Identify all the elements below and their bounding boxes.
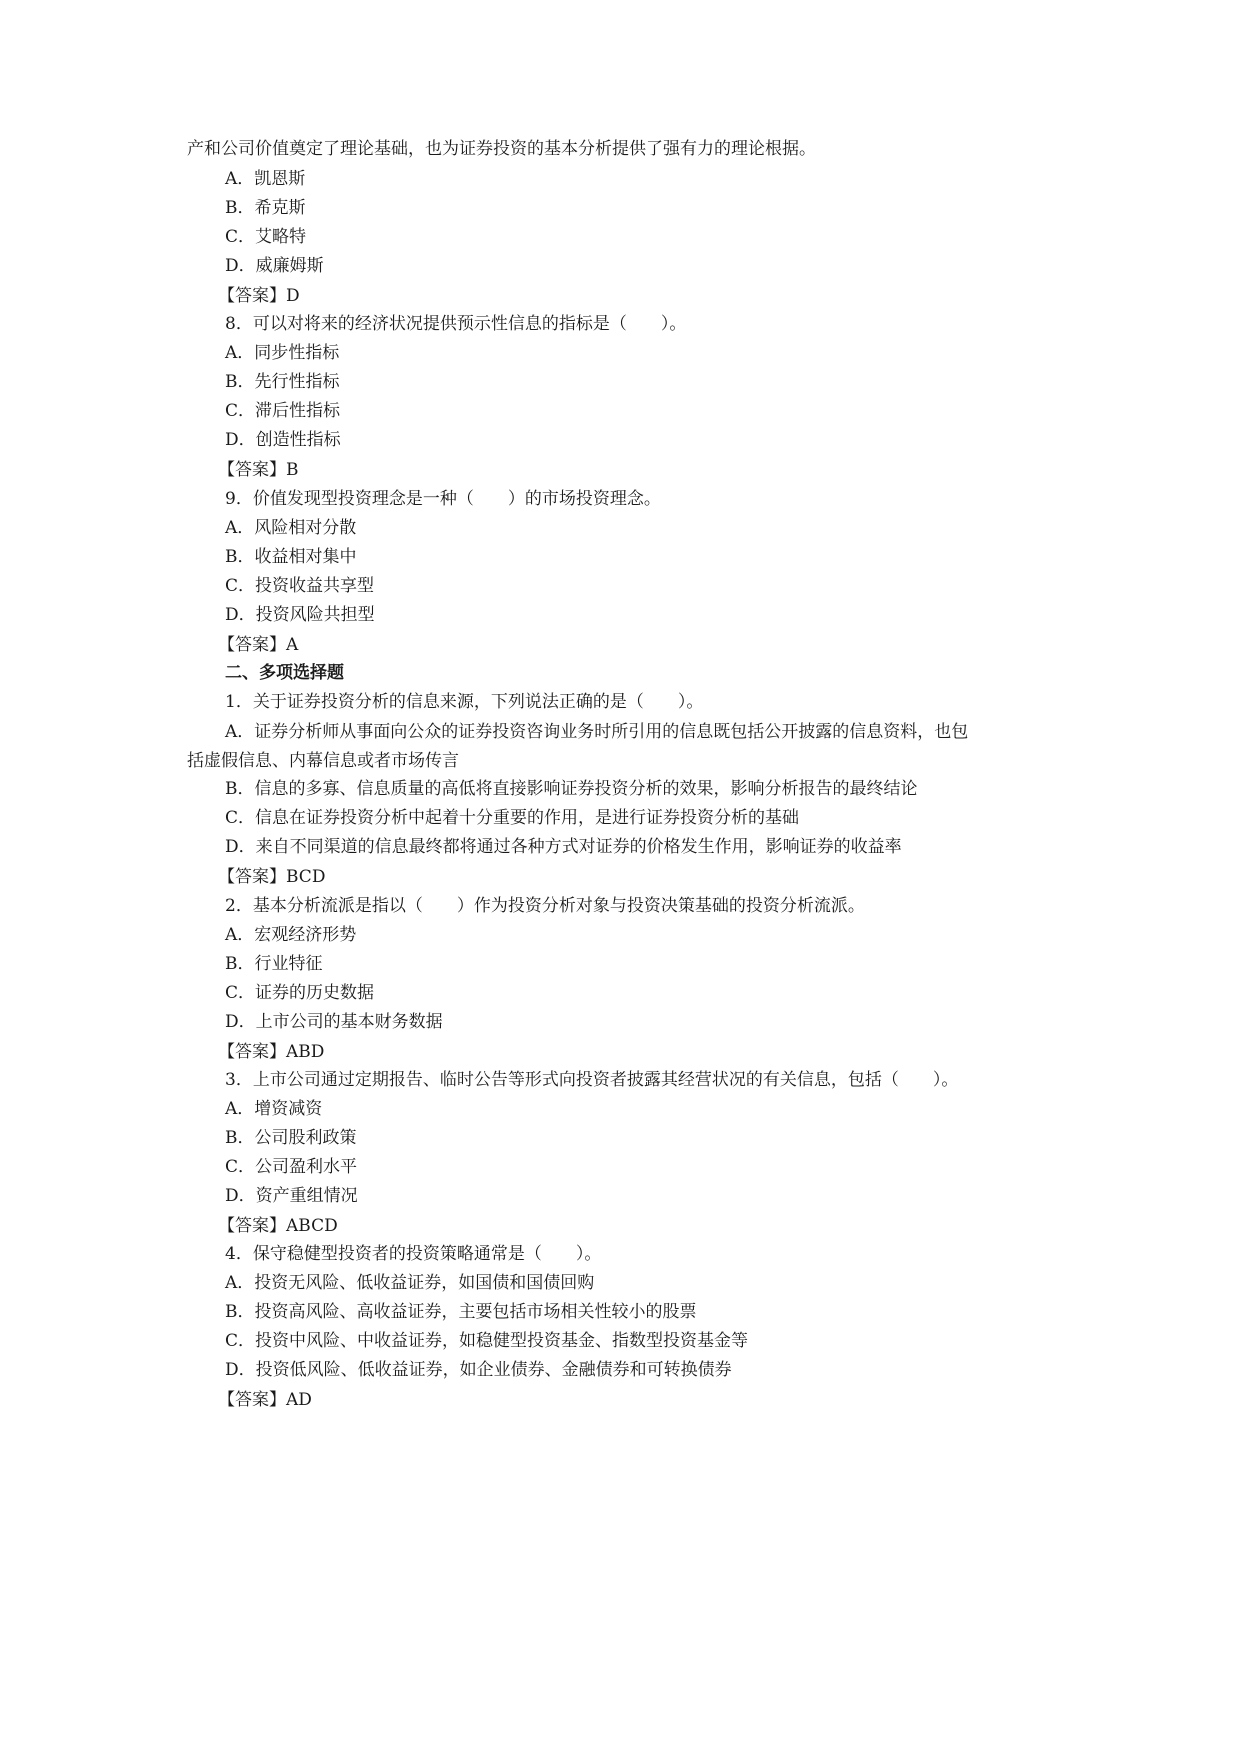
m1-stem: 1．关于证券投资分析的信息来源，下列说法正确的是（ ）。 — [225, 692, 704, 712]
q7-option-b: B．希克斯 — [225, 198, 306, 218]
q7-option-c: C．艾略特 — [225, 227, 307, 247]
q9-option-b: B．收益相对集中 — [225, 547, 357, 567]
q7-option-d: D．威廉姆斯 — [225, 256, 324, 276]
m4-option-b: B．投资高风险、高收益证券，主要包括市场相关性较小的股票 — [225, 1302, 697, 1322]
m2-option-d: D．上市公司的基本财务数据 — [225, 1012, 443, 1032]
m1-answer: 【答案】BCD — [218, 867, 326, 887]
m1-option-a-line2: 括虚假信息、内幕信息或者市场传言 — [187, 751, 459, 771]
m3-option-d: D．资产重组情况 — [225, 1186, 358, 1206]
m1-option-a-line1: A．证券分析师从事面向公众的证券投资咨询业务时所引用的信息既包括公开披露的信息资料，也包 — [225, 722, 969, 742]
m1-option-b: B．信息的多寡、信息质量的高低将直接影响证券投资分析的效果，影响分析报告的最终结论 — [225, 779, 918, 799]
lead-text: 产和公司价值奠定了理论基础，也为证券投资的基本分析提供了强有力的理论根据。 — [187, 139, 816, 159]
m3-option-c: C．公司盈利水平 — [225, 1157, 358, 1177]
m1-option-c: C．信息在证券投资分析中起着十分重要的作用，是进行证券投资分析的基础 — [225, 808, 800, 828]
q9-stem: 9．价值发现型投资理念是一种（ ）的市场投资理念。 — [225, 489, 661, 509]
q9-answer: 【答案】A — [218, 635, 299, 655]
q8-option-d: D．创造性指标 — [225, 430, 341, 450]
q8-option-c: C．滞后性指标 — [225, 401, 341, 421]
m4-option-d: D．投资低风险、低收益证券，如企业债券、金融债券和可转换债券 — [225, 1360, 732, 1380]
m4-option-c: C．投资中风险、中收益证券，如稳健型投资基金、指数型投资基金等 — [225, 1331, 749, 1351]
m3-answer: 【答案】ABCD — [218, 1216, 338, 1236]
q8-option-b: B．先行性指标 — [225, 372, 340, 392]
q9-option-a: A．风险相对分散 — [225, 518, 357, 538]
m3-option-b: B．公司股利政策 — [225, 1128, 357, 1148]
q8-option-a: A．同步性指标 — [225, 343, 340, 363]
m1-option-d: D．来自不同渠道的信息最终都将通过各种方式对证券的价格发生作用，影响证券的收益率 — [225, 837, 902, 857]
q9-option-c: C．投资收益共享型 — [225, 576, 375, 596]
m2-answer: 【答案】ABD — [218, 1042, 325, 1062]
q9-option-d: D．投资风险共担型 — [225, 605, 375, 625]
m3-stem: 3．上市公司通过定期报告、临时公告等形式向投资者披露其经营状况的有关信息，包括（ ）。 — [225, 1070, 959, 1090]
m3-option-a: A．增资减资 — [225, 1099, 323, 1119]
m2-stem: 2．基本分析流派是指以（ ）作为投资分析对象与投资决策基础的投资分析流派。 — [225, 896, 865, 916]
q7-option-a: A．凯恩斯 — [225, 169, 306, 189]
m2-option-c: C．证券的历史数据 — [225, 983, 375, 1003]
m2-option-b: B．行业特征 — [225, 954, 323, 974]
q8-stem: 8．可以对将来的经济状况提供预示性信息的指标是（ ）。 — [225, 314, 687, 334]
m4-stem: 4．保守稳健型投资者的投资策略通常是（ ）。 — [225, 1244, 602, 1264]
m4-option-a: A．投资无风险、低收益证券，如国债和国债回购 — [225, 1273, 595, 1293]
section-2-title: 二、多项选择题 — [225, 663, 344, 683]
q7-answer: 【答案】D — [218, 286, 300, 306]
m2-option-a: A．宏观经济形势 — [225, 925, 357, 945]
m4-answer: 【答案】AD — [218, 1390, 312, 1410]
q8-answer: 【答案】B — [218, 460, 299, 480]
